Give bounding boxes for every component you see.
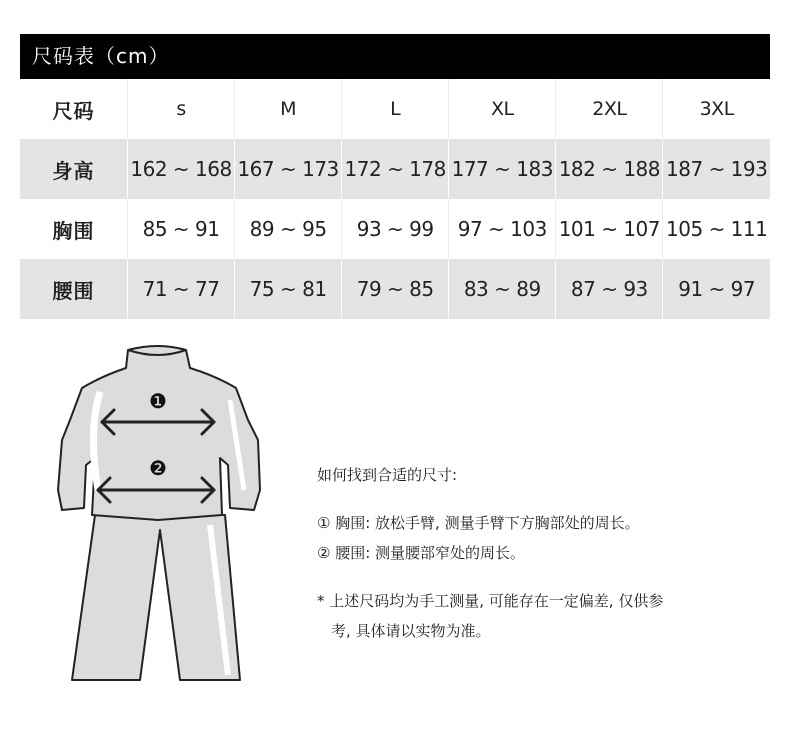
note-chest: ① 胸围: 放松手臂, 测量手臂下方胸部处的周长。 — [317, 514, 640, 532]
table-cell: 85 ~ 91 — [128, 199, 235, 259]
table-cell: 79 ~ 85 — [342, 259, 449, 319]
table-cell: 105 ~ 111 — [666, 217, 768, 241]
size-chart-title: 尺码表（cm） — [20, 34, 770, 79]
marker-waist: ❷ — [149, 456, 167, 480]
table-cell: 83 ~ 89 — [449, 259, 556, 319]
size-header-cell: XL — [449, 79, 556, 139]
size-table — [20, 79, 770, 319]
size-header-label: 尺码 — [20, 79, 128, 139]
table-cell: 187 ~ 193 — [663, 139, 770, 199]
size-header-cell: M — [235, 79, 342, 139]
table-header-row — [20, 79, 770, 139]
jacket-shape — [58, 346, 260, 520]
size-header-cell: 3XL — [699, 98, 734, 120]
row-label-chest: 胸围 — [20, 199, 128, 259]
row-label-waist: 腰围 — [20, 259, 128, 319]
size-header-cell: L — [342, 79, 449, 139]
table-cell: 182 ~ 188 — [556, 139, 663, 199]
notes-heading: 如何找到合适的尺寸: — [317, 466, 458, 484]
row-label-height: 身高 — [20, 139, 128, 199]
size-header-cell: 2XL — [556, 79, 663, 139]
table-cell: 91 ~ 97 — [663, 259, 770, 319]
table-cell: 162 ~ 168 — [128, 139, 235, 199]
table-cell: 93 ~ 99 — [342, 199, 449, 259]
table-cell: 87 ~ 93 — [556, 259, 663, 319]
table-cell: 101 ~ 107 — [556, 199, 663, 259]
disclaimer-line-1: * 上述尺码均为手工测量, 可能存在一定偏差, 仅供参 — [317, 592, 664, 610]
waist-row — [20, 259, 770, 319]
note-waist: ② 腰围: 测量腰部窄处的周长。 — [317, 544, 526, 562]
table-cell: 167 ~ 173 — [235, 139, 342, 199]
table-cell: 97 ~ 103 — [449, 199, 556, 259]
height-row — [20, 139, 770, 199]
marker-chest: ❶ — [149, 389, 167, 413]
table-cell: 75 ~ 81 — [235, 259, 342, 319]
chest-row — [20, 199, 770, 259]
table-cell: 172 ~ 178 — [342, 139, 449, 199]
table-cell: 89 ~ 95 — [235, 199, 342, 259]
size-header-cell: s — [128, 79, 235, 139]
table-cell: 71 ~ 77 — [128, 259, 235, 319]
pants-shape — [72, 515, 240, 680]
table-cell: 177 ~ 183 — [449, 139, 556, 199]
measurement-figure — [40, 340, 280, 690]
disclaimer-line-2: 考, 具体请以实物为准。 — [331, 622, 491, 640]
measurement-notes — [317, 460, 663, 646]
